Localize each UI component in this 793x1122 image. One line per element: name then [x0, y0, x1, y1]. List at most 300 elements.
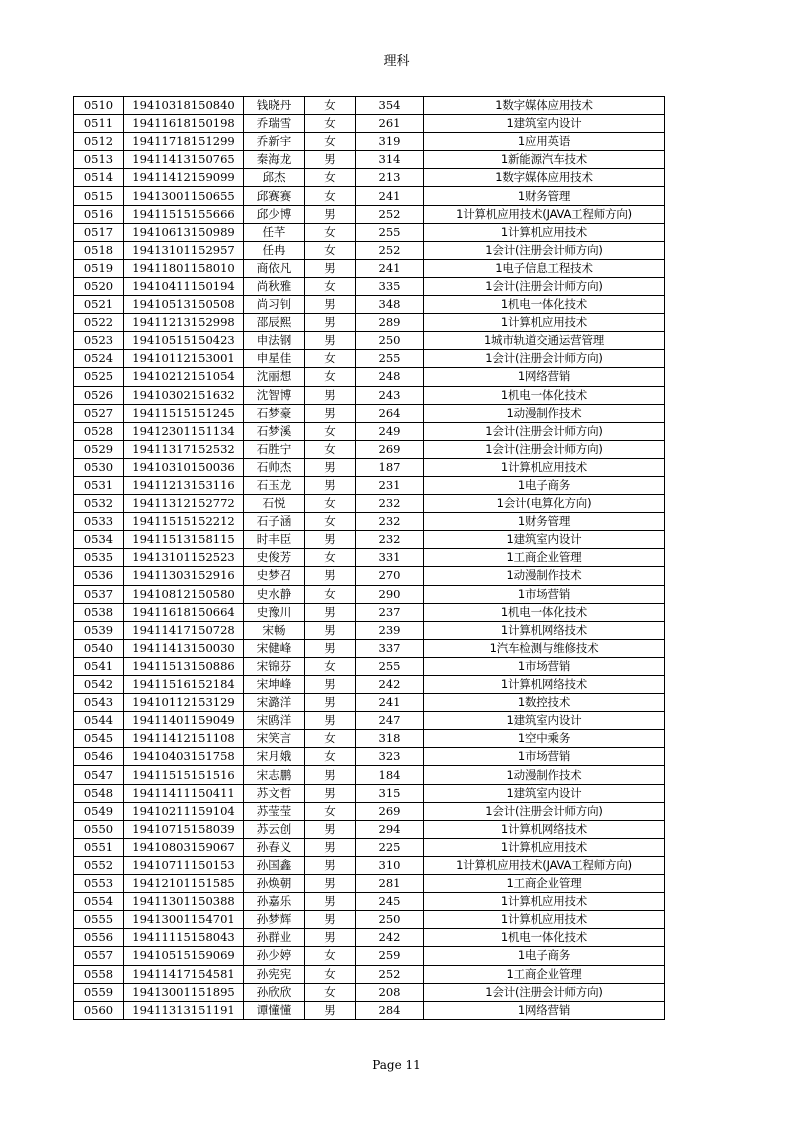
table-row	[74, 531, 665, 549]
major-cell: 1工商企业管理	[424, 549, 665, 567]
exam-id-cell: 19411516152184	[124, 676, 244, 694]
table-row	[74, 639, 665, 657]
name-cell: 任芊	[244, 223, 305, 241]
exam-id-cell: 19411618150198	[124, 115, 244, 133]
name-cell: 石梦溪	[244, 422, 305, 440]
major-cell: 1计算机应用技术(JAVA工程师方向)	[424, 856, 665, 874]
row-number-cell: 0559	[74, 983, 124, 1001]
table-row	[74, 983, 665, 1001]
name-cell: 史水静	[244, 585, 305, 603]
name-cell: 石帅杰	[244, 458, 305, 476]
name-cell: 邵辰熙	[244, 314, 305, 332]
score-cell: 184	[356, 766, 424, 784]
score-cell: 241	[356, 187, 424, 205]
table-row	[74, 296, 665, 314]
table-row	[74, 169, 665, 187]
gender-cell: 女	[305, 223, 356, 241]
gender-cell: 男	[305, 875, 356, 893]
score-cell: 337	[356, 639, 424, 657]
score-cell: 335	[356, 277, 424, 295]
row-number-cell: 0533	[74, 513, 124, 531]
exam-id-cell: 19413001151895	[124, 983, 244, 1001]
gender-cell: 女	[305, 277, 356, 295]
name-cell: 宋健峰	[244, 639, 305, 657]
name-cell: 沈丽想	[244, 368, 305, 386]
gender-cell: 男	[305, 694, 356, 712]
name-cell: 孙宪宪	[244, 965, 305, 983]
row-number-cell: 0525	[74, 368, 124, 386]
row-number-cell: 0552	[74, 856, 124, 874]
major-cell: 1数控技术	[424, 694, 665, 712]
gender-cell: 女	[305, 97, 356, 115]
row-number-cell: 0554	[74, 893, 124, 911]
major-cell: 1网络营销	[424, 1001, 665, 1019]
exam-id-cell: 19411301150388	[124, 893, 244, 911]
major-cell: 1应用英语	[424, 133, 665, 151]
table-row	[74, 911, 665, 929]
name-cell: 孙国鑫	[244, 856, 305, 874]
row-number-cell: 0557	[74, 947, 124, 965]
row-number-cell: 0548	[74, 784, 124, 802]
row-number-cell: 0535	[74, 549, 124, 567]
name-cell: 孙群业	[244, 929, 305, 947]
exam-id-cell: 19411115158043	[124, 929, 244, 947]
gender-cell: 男	[305, 567, 356, 585]
exam-id-cell: 19410310150036	[124, 458, 244, 476]
score-cell: 255	[356, 350, 424, 368]
name-cell: 任冉	[244, 241, 305, 259]
table-row	[74, 712, 665, 730]
row-number-cell: 0520	[74, 277, 124, 295]
score-cell: 232	[356, 531, 424, 549]
row-number-cell: 0550	[74, 820, 124, 838]
name-cell: 宋鸥洋	[244, 712, 305, 730]
exam-id-cell: 19410515150423	[124, 332, 244, 350]
table-row	[74, 223, 665, 241]
name-cell: 申法钢	[244, 332, 305, 350]
score-cell: 259	[356, 947, 424, 965]
name-cell: 苏文哲	[244, 784, 305, 802]
name-cell: 石胜宁	[244, 440, 305, 458]
gender-cell: 女	[305, 983, 356, 1001]
score-cell: 270	[356, 567, 424, 585]
gender-cell: 女	[305, 585, 356, 603]
score-cell: 281	[356, 875, 424, 893]
major-cell: 1计算机应用技术	[424, 223, 665, 241]
row-number-cell: 0521	[74, 296, 124, 314]
major-cell: 1工商企业管理	[424, 965, 665, 983]
score-cell: 247	[356, 712, 424, 730]
score-cell: 250	[356, 911, 424, 929]
exam-id-cell: 19410318150840	[124, 97, 244, 115]
exam-id-cell: 19410515159069	[124, 947, 244, 965]
gender-cell: 女	[305, 657, 356, 675]
gender-cell: 男	[305, 676, 356, 694]
score-cell: 242	[356, 676, 424, 694]
name-cell: 史豫川	[244, 603, 305, 621]
name-cell: 邱赛赛	[244, 187, 305, 205]
gender-cell: 男	[305, 531, 356, 549]
gender-cell: 女	[305, 495, 356, 513]
score-cell: 250	[356, 332, 424, 350]
admission-table	[73, 96, 665, 1020]
name-cell: 石玉龙	[244, 476, 305, 494]
table-row	[74, 368, 665, 386]
table-row	[74, 802, 665, 820]
score-cell: 255	[356, 223, 424, 241]
major-cell: 1空中乘务	[424, 730, 665, 748]
row-number-cell: 0536	[74, 567, 124, 585]
major-cell: 1动漫制作技术	[424, 766, 665, 784]
table-row	[74, 676, 665, 694]
gender-cell: 女	[305, 965, 356, 983]
exam-id-cell: 19411413150030	[124, 639, 244, 657]
score-cell: 252	[356, 241, 424, 259]
major-cell: 1建筑室内设计	[424, 115, 665, 133]
score-cell: 315	[356, 784, 424, 802]
row-number-cell: 0543	[74, 694, 124, 712]
name-cell: 时丰臣	[244, 531, 305, 549]
exam-id-cell: 19411513150886	[124, 657, 244, 675]
table-row	[74, 133, 665, 151]
table-body	[74, 97, 665, 1020]
exam-id-cell: 19411801158010	[124, 259, 244, 277]
table-row	[74, 585, 665, 603]
table-row	[74, 350, 665, 368]
major-cell: 1计算机应用技术	[424, 314, 665, 332]
major-cell: 1新能源汽车技术	[424, 151, 665, 169]
major-cell: 1计算机应用技术(JAVA工程师方向)	[424, 205, 665, 223]
major-cell: 1数字媒体应用技术	[424, 97, 665, 115]
exam-id-cell: 19411412159099	[124, 169, 244, 187]
table-row	[74, 875, 665, 893]
gender-cell: 男	[305, 893, 356, 911]
score-cell: 252	[356, 965, 424, 983]
exam-id-cell: 19410302151632	[124, 386, 244, 404]
row-number-cell: 0510	[74, 97, 124, 115]
row-number-cell: 0532	[74, 495, 124, 513]
row-number-cell: 0542	[74, 676, 124, 694]
score-cell: 241	[356, 259, 424, 277]
score-cell: 208	[356, 983, 424, 1001]
major-cell: 1建筑室内设计	[424, 784, 665, 802]
major-cell: 1计算机网络技术	[424, 676, 665, 694]
major-cell: 1计算机网络技术	[424, 820, 665, 838]
row-number-cell: 0558	[74, 965, 124, 983]
exam-id-cell: 19411401159049	[124, 712, 244, 730]
gender-cell: 男	[305, 332, 356, 350]
exam-id-cell: 19413001150655	[124, 187, 244, 205]
score-cell: 354	[356, 97, 424, 115]
score-cell: 255	[356, 657, 424, 675]
row-number-cell: 0523	[74, 332, 124, 350]
table-row	[74, 1001, 665, 1019]
major-cell: 1会计(注册会计师方向)	[424, 241, 665, 259]
exam-id-cell: 19411312152772	[124, 495, 244, 513]
table-row	[74, 440, 665, 458]
score-cell: 319	[356, 133, 424, 151]
row-number-cell: 0526	[74, 386, 124, 404]
gender-cell: 男	[305, 603, 356, 621]
name-cell: 石悦	[244, 495, 305, 513]
row-number-cell: 0555	[74, 911, 124, 929]
name-cell: 宋志鹏	[244, 766, 305, 784]
gender-cell: 女	[305, 115, 356, 133]
gender-cell: 男	[305, 314, 356, 332]
major-cell: 1会计(注册会计师方向)	[424, 350, 665, 368]
score-cell: 241	[356, 694, 424, 712]
name-cell: 史俊芳	[244, 549, 305, 567]
gender-cell: 男	[305, 929, 356, 947]
table-row	[74, 241, 665, 259]
major-cell: 1工商企业管理	[424, 875, 665, 893]
major-cell: 1计算机应用技术	[424, 458, 665, 476]
gender-cell: 男	[305, 856, 356, 874]
gender-cell: 男	[305, 1001, 356, 1019]
gender-cell: 女	[305, 802, 356, 820]
score-cell: 232	[356, 513, 424, 531]
row-number-cell: 0511	[74, 115, 124, 133]
table-row	[74, 513, 665, 531]
gender-cell: 男	[305, 404, 356, 422]
exam-id-cell: 19410613150989	[124, 223, 244, 241]
table-row	[74, 748, 665, 766]
score-cell: 310	[356, 856, 424, 874]
table-row	[74, 784, 665, 802]
score-cell: 348	[356, 296, 424, 314]
score-cell: 248	[356, 368, 424, 386]
name-cell: 史梦召	[244, 567, 305, 585]
score-cell: 323	[356, 748, 424, 766]
major-cell: 1计算机网络技术	[424, 621, 665, 639]
name-cell: 孙春义	[244, 838, 305, 856]
exam-id-cell: 19411515155666	[124, 205, 244, 223]
exam-id-cell: 19411417150728	[124, 621, 244, 639]
table-row	[74, 277, 665, 295]
exam-id-cell: 19411515152212	[124, 513, 244, 531]
gender-cell: 男	[305, 151, 356, 169]
name-cell: 乔新宇	[244, 133, 305, 151]
major-cell: 1机电一体化技术	[424, 929, 665, 947]
score-cell: 318	[356, 730, 424, 748]
name-cell: 石梦豪	[244, 404, 305, 422]
table-row	[74, 603, 665, 621]
gender-cell: 男	[305, 458, 356, 476]
row-number-cell: 0527	[74, 404, 124, 422]
table-row	[74, 259, 665, 277]
row-number-cell: 0538	[74, 603, 124, 621]
name-cell: 尚习钊	[244, 296, 305, 314]
major-cell: 1会计(注册会计师方向)	[424, 277, 665, 295]
name-cell: 宋潞洋	[244, 694, 305, 712]
exam-id-cell: 19410212151054	[124, 368, 244, 386]
row-number-cell: 0518	[74, 241, 124, 259]
gender-cell: 女	[305, 133, 356, 151]
name-cell: 宋锦芬	[244, 657, 305, 675]
exam-id-cell: 19410112153001	[124, 350, 244, 368]
row-number-cell: 0528	[74, 422, 124, 440]
gender-cell: 男	[305, 820, 356, 838]
table-row	[74, 965, 665, 983]
row-number-cell: 0519	[74, 259, 124, 277]
exam-id-cell: 19412301151134	[124, 422, 244, 440]
major-cell: 1建筑室内设计	[424, 531, 665, 549]
score-cell: 245	[356, 893, 424, 911]
score-cell: 231	[356, 476, 424, 494]
row-number-cell: 0547	[74, 766, 124, 784]
exam-id-cell: 19413101152957	[124, 241, 244, 259]
table-row	[74, 422, 665, 440]
table-row	[74, 495, 665, 513]
score-cell: 264	[356, 404, 424, 422]
score-cell: 290	[356, 585, 424, 603]
row-number-cell: 0541	[74, 657, 124, 675]
table-row	[74, 205, 665, 223]
exam-id-cell: 19411317152532	[124, 440, 244, 458]
major-cell: 1网络营销	[424, 368, 665, 386]
gender-cell: 女	[305, 513, 356, 531]
exam-id-cell: 19411313151191	[124, 1001, 244, 1019]
gender-cell: 女	[305, 241, 356, 259]
major-cell: 1动漫制作技术	[424, 404, 665, 422]
score-cell: 232	[356, 495, 424, 513]
row-number-cell: 0534	[74, 531, 124, 549]
row-number-cell: 0515	[74, 187, 124, 205]
row-number-cell: 0531	[74, 476, 124, 494]
exam-id-cell: 19411213153116	[124, 476, 244, 494]
major-cell: 1电子商务	[424, 947, 665, 965]
exam-id-cell: 19410112153129	[124, 694, 244, 712]
gender-cell: 女	[305, 187, 356, 205]
name-cell: 钱晓丹	[244, 97, 305, 115]
table-row	[74, 314, 665, 332]
table-row	[74, 947, 665, 965]
major-cell: 1会计(电算化方向)	[424, 495, 665, 513]
name-cell: 苏云创	[244, 820, 305, 838]
name-cell: 邱少博	[244, 205, 305, 223]
major-cell: 1汽车检测与维修技术	[424, 639, 665, 657]
gender-cell: 男	[305, 911, 356, 929]
name-cell: 宋笑言	[244, 730, 305, 748]
exam-id-cell: 19411411150411	[124, 784, 244, 802]
name-cell: 孙少婷	[244, 947, 305, 965]
row-number-cell: 0530	[74, 458, 124, 476]
page-number: Page 11	[372, 1058, 421, 1072]
gender-cell: 男	[305, 766, 356, 784]
gender-cell: 女	[305, 549, 356, 567]
score-cell: 243	[356, 386, 424, 404]
score-cell: 314	[356, 151, 424, 169]
score-cell: 237	[356, 603, 424, 621]
name-cell: 邱杰	[244, 169, 305, 187]
score-cell: 249	[356, 422, 424, 440]
gender-cell: 男	[305, 784, 356, 802]
major-cell: 1数字媒体应用技术	[424, 169, 665, 187]
name-cell: 宋月娥	[244, 748, 305, 766]
table-row	[74, 115, 665, 133]
gender-cell: 男	[305, 621, 356, 639]
major-cell: 1计算机应用技术	[424, 911, 665, 929]
exam-id-cell: 19413101152523	[124, 549, 244, 567]
gender-cell: 男	[305, 476, 356, 494]
table-row	[74, 549, 665, 567]
table-row	[74, 567, 665, 585]
row-number-cell: 0516	[74, 205, 124, 223]
exam-id-cell: 19411515151516	[124, 766, 244, 784]
name-cell: 商依凡	[244, 259, 305, 277]
exam-id-cell: 19410513150508	[124, 296, 244, 314]
table-row	[74, 694, 665, 712]
table-row	[74, 151, 665, 169]
exam-id-cell: 19411417154581	[124, 965, 244, 983]
table-row	[74, 458, 665, 476]
row-number-cell: 0545	[74, 730, 124, 748]
gender-cell: 女	[305, 947, 356, 965]
exam-id-cell: 19413001154701	[124, 911, 244, 929]
row-number-cell: 0546	[74, 748, 124, 766]
row-number-cell: 0514	[74, 169, 124, 187]
score-cell: 289	[356, 314, 424, 332]
major-cell: 1计算机应用技术	[424, 838, 665, 856]
gender-cell: 女	[305, 730, 356, 748]
gender-cell: 男	[305, 639, 356, 657]
gender-cell: 女	[305, 422, 356, 440]
row-number-cell: 0549	[74, 802, 124, 820]
name-cell: 宋坤峰	[244, 676, 305, 694]
major-cell: 1城市轨道交通运营管理	[424, 332, 665, 350]
gender-cell: 女	[305, 748, 356, 766]
name-cell: 尚秋雅	[244, 277, 305, 295]
table-row	[74, 404, 665, 422]
row-number-cell: 0553	[74, 875, 124, 893]
row-number-cell: 0556	[74, 929, 124, 947]
table-row	[74, 766, 665, 784]
table-row	[74, 657, 665, 675]
major-cell: 1动漫制作技术	[424, 567, 665, 585]
exam-id-cell: 19410711150153	[124, 856, 244, 874]
score-cell: 187	[356, 458, 424, 476]
score-cell: 242	[356, 929, 424, 947]
row-number-cell: 0540	[74, 639, 124, 657]
score-cell: 225	[356, 838, 424, 856]
gender-cell: 男	[305, 296, 356, 314]
exam-id-cell: 19411513158115	[124, 531, 244, 549]
row-number-cell: 0524	[74, 350, 124, 368]
score-cell: 269	[356, 440, 424, 458]
name-cell: 乔瑞雪	[244, 115, 305, 133]
gender-cell: 男	[305, 386, 356, 404]
table-row	[74, 386, 665, 404]
gender-cell: 女	[305, 440, 356, 458]
major-cell: 1计算机应用技术	[424, 893, 665, 911]
score-cell: 261	[356, 115, 424, 133]
row-number-cell: 0522	[74, 314, 124, 332]
major-cell: 1财务管理	[424, 513, 665, 531]
score-cell: 294	[356, 820, 424, 838]
exam-id-cell: 19410211159104	[124, 802, 244, 820]
table-row	[74, 893, 665, 911]
gender-cell: 女	[305, 368, 356, 386]
table-row	[74, 332, 665, 350]
row-number-cell: 0517	[74, 223, 124, 241]
table-row	[74, 856, 665, 874]
gender-cell: 男	[305, 205, 356, 223]
major-cell: 1市场营销	[424, 748, 665, 766]
major-cell: 1会计(注册会计师方向)	[424, 802, 665, 820]
major-cell: 1会计(注册会计师方向)	[424, 983, 665, 1001]
exam-id-cell: 19411515151245	[124, 404, 244, 422]
row-number-cell: 0539	[74, 621, 124, 639]
